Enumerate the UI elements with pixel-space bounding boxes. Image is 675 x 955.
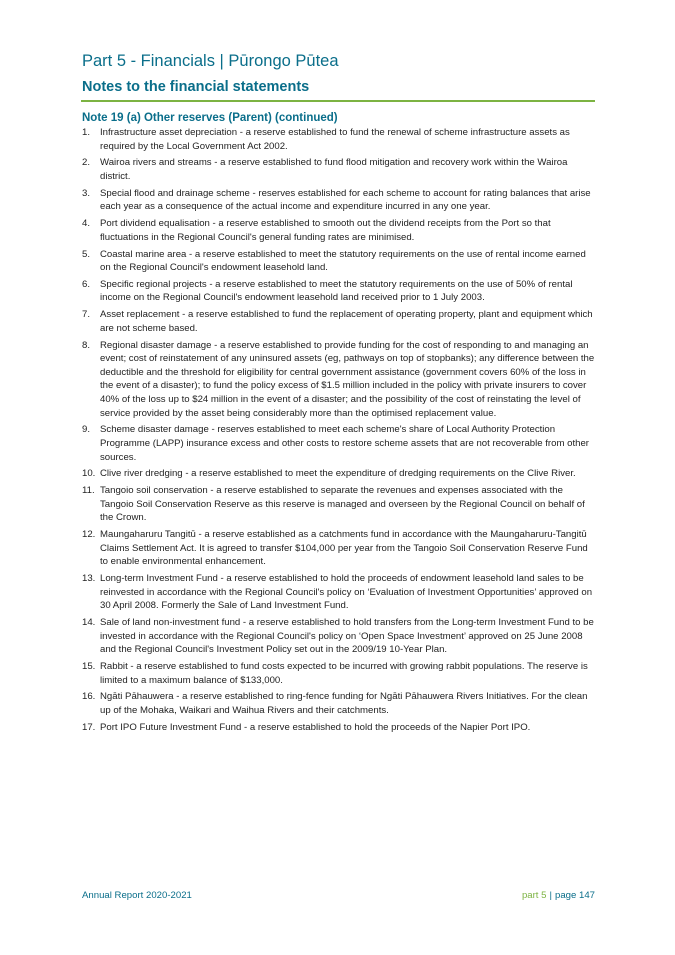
footer-report-title: Annual Report 2020-2021 xyxy=(82,890,192,901)
item-number: 16. xyxy=(82,691,96,703)
item-text: Regional disaster damage - a reserve established to provide funding for the cost of responding to and managing an event; cost of reinstatement of any uninsured assets (eg, pathways on top of stopbanks); any difference between the deductible and the threshold for eligibility for central government assistance (government covers 60% of the loss in the event of a disaster); to fund the policy excess of $1.5 million included in the policy with private insurers to cover 40% of the loss up to $24 million in the event of a disaster; and the possibility of the cost of reinstating the level of service provided by the asset being considerably more than the optimised replacement value. xyxy=(100,339,595,419)
item-text: Maungaharuru Tangitū - a reserve established as a catchments fund in accordance with the Maungaharuru-Tangitū Claims Settlement Act. It is agreed to transfer $104,000 per year from the Tangoio Soil Conservation Reserve Fund to enable environmental enhancement. xyxy=(100,529,588,568)
item-text: Port IPO Future Investment Fund - a reserve established to hold the proceeds of the Napier Port IPO. xyxy=(100,721,531,733)
item-number: 6. xyxy=(82,278,91,290)
section-title: Notes to the financial statements xyxy=(82,79,310,95)
list-item xyxy=(82,217,596,244)
item-text: Wairoa rivers and streams - a reserve established to fund flood mitigation and recovery work within the Wairoa district. xyxy=(100,157,568,182)
footer-page-info xyxy=(522,890,595,901)
list-item xyxy=(82,721,596,735)
list-item xyxy=(82,278,596,305)
list-item xyxy=(82,423,596,464)
list-item xyxy=(82,572,596,613)
item-number: 9. xyxy=(82,424,91,436)
item-number: 11. xyxy=(82,485,95,497)
list-item xyxy=(82,528,596,569)
item-text: Infrastructure asset depreciation - a reserve established to fund the renewal of scheme infrastructure assets as required by the Local Government Act 2002. xyxy=(100,127,570,152)
item-text: Special flood and drainage scheme - reserves established for each scheme to account for rating balances that arise each year as a consequence of the actual income and expenditure incurred in any one year. xyxy=(100,187,591,213)
footer-page-number: page 147 xyxy=(554,890,595,901)
item-number: 8. xyxy=(82,339,91,351)
item-text: Sale of land non-investment fund - a reserve established to hold transfers from the Long-term Investment Fund to be invested in accordance with the Regional Council's policy on ‘Open Space Investment’ approved on 25 June 2008 and the Regional Council's Investment Policy set out in the 2009/19 10-Year Plan. xyxy=(100,617,594,656)
list-item xyxy=(82,308,596,335)
item-number: 10. xyxy=(82,468,96,480)
item-text: Coastal marine area - a reserve established to meet the statutory requirements on the use of rental income earned on the Regional Council's endowment leasehold land. xyxy=(100,248,586,274)
item-text: Port dividend equalisation - a reserve established to smooth out the dividend receipts from the Port so that fluctuations in the Regional Council's general funding rates are minimised. xyxy=(100,218,551,243)
item-number: 5. xyxy=(82,248,91,260)
item-number: 12. xyxy=(82,529,96,541)
list-item xyxy=(82,248,596,275)
item-number: 1. xyxy=(82,127,91,138)
item-text: Specific regional projects - a reserve established to meet the statutory requirements on the use of 50% of rental income on the Regional Council's endowment leasehold land received prior to 1 July 2003. xyxy=(100,278,573,304)
item-number: 17. xyxy=(82,721,96,733)
list-item xyxy=(82,126,596,153)
list-item xyxy=(82,187,596,214)
list-item xyxy=(82,339,596,421)
list-item xyxy=(82,660,596,687)
item-number: 7. xyxy=(82,309,91,321)
item-text: Long-term Investment Fund - a reserve established to hold the proceeds of endowment leasehold land sales to be reinvested in accordance with the Regional Council's policy on ‘Evaluation of Investment Opportunities’ approved on 30 April 2008. Formerly the Sale of Land Investment Fund. xyxy=(100,573,593,612)
list-item xyxy=(82,690,596,717)
item-text: Tangoio soil conservation - a reserve established to separate the revenues and expenses associated with the Tangoio Soil Conservation Reserve as this reserve is managed and overseen by the Regional Council on behalf of the Crown. xyxy=(100,485,585,524)
header-divider xyxy=(81,100,595,102)
reserves-list xyxy=(82,126,596,738)
item-text: Ngāti Pāhauwera - a reserve established to ring-fence funding for Ngāti Pāhauwera Rivers Initiatives. For the clean up of the Mohaka, Waikari and Waihua Rivers and their catchments. xyxy=(100,691,588,716)
list-item xyxy=(82,156,596,183)
part-title: Part 5 - Financials | Pūrongo Pūtea xyxy=(82,52,339,70)
item-number: 4. xyxy=(82,218,91,230)
item-number: 15. xyxy=(82,661,96,672)
note-heading: Note 19 (a) Other reserves (Parent) (continued) xyxy=(82,112,338,124)
item-number: 3. xyxy=(82,187,91,199)
list-item xyxy=(82,467,596,481)
footer-part: part 5 xyxy=(521,890,547,901)
item-text: Clive river dredging - a reserve established to meet the expenditure of dredging requirements on the Clive River. xyxy=(100,468,576,480)
item-number: 13. xyxy=(82,573,96,585)
item-text: Scheme disaster damage - reserves established to meet each scheme's share of Local Authority Protection Programme (LAPP) insurance excess and other costs to restore scheme assets that are not recoverable from other sources. xyxy=(100,424,589,463)
item-number: 2. xyxy=(82,157,91,169)
list-item xyxy=(82,616,596,657)
item-text: Asset replacement - a reserve established to fund the replacement of operating property, plant and equipment which are not scheme based. xyxy=(100,309,593,334)
list-item xyxy=(82,484,596,525)
item-number: 14. xyxy=(82,617,96,629)
item-text: Rabbit - a reserve established to fund costs expected to be incurred with growing rabbit populations. The reserve is limited to a maximum balance of $133,000. xyxy=(100,661,588,686)
footer-separator: | xyxy=(549,890,552,901)
